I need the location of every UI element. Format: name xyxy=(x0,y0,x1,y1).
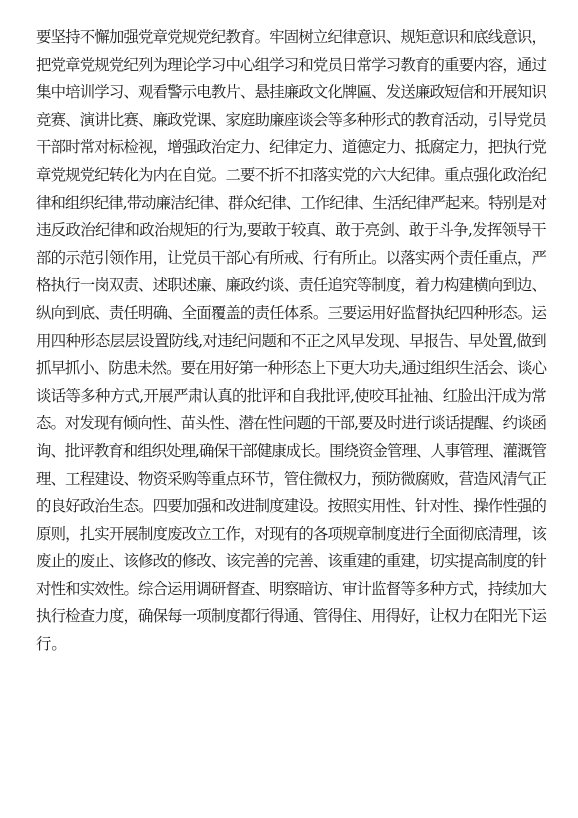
body-text xyxy=(36,24,546,659)
text-line: 部的示范引领作用，让党员干部心有所戒、行有所止。以落实两个责任重点，严 xyxy=(36,248,546,267)
text-line: 干部时常对标检视，增强政治定力、纪律定力、道德定力、抵腐定力，把执行党 xyxy=(36,138,546,157)
text-line: 违反政治纪律和政治规矩的行为,要敢于较真、敢于亮剑、敢于斗争,发挥领导干 xyxy=(36,221,546,240)
text-line: 格执行一岗双责、述职述廉、廉政约谈、责任追究等制度，着力构建横向到边、 xyxy=(36,276,546,295)
text-line: 把党章党规党纪列为理论学习中心组学习和党员日常学习教育的重要内容，通过 xyxy=(36,55,546,74)
text-line: 原则，扎实开展制度废改立工作，对现有的各项规章制度进行全面彻底清理，该 xyxy=(36,524,546,543)
text-line: 用四种形态层层设置防线,对违纪问题和不正之风早发现、早报告、早处置,做到 xyxy=(36,331,546,350)
text-line: 纵向到底、责任明确、全面覆盖的责任体系。三要运用好监督执纪四种形态。运 xyxy=(36,303,546,322)
text-line: 询、批评教育和组织处理,确保干部健康成长。围绕资金管理、人事管理、灌溉管 xyxy=(36,441,546,460)
text-line: 废止的废止、该修改的修改、该完善的完善、该重建的重建，切实提高制度的针 xyxy=(36,552,546,571)
text-line: 对性和实效性。综合运用调研督查、明察暗访、审计监督等多种方式，持续加大 xyxy=(36,579,546,598)
text-line: 谈话等多种方式,开展严肃认真的批评和自我批评,使咬耳扯袖、红脸出汗成为常 xyxy=(36,386,546,405)
text-line: 的良好政治生态。四要加强和改进制度建设。按照实用性、针对性、操作性强的 xyxy=(36,497,546,516)
text-line: 集中培训学习、观看警示电教片、悬挂廉政文化牌匾、发送廉政短信和开展知识 xyxy=(36,83,546,102)
text-line: 态。对发现有倾向性、苗头性、潜在性问题的干部,要及时进行谈话提醒、约谈函 xyxy=(36,414,546,433)
text-line-last: 行。 xyxy=(36,635,67,654)
text-line: 竞赛、演讲比赛、廉政党课、家庭助廉座谈会等多种形式的教育活动，引导党员 xyxy=(36,110,546,129)
text-line: 执行检查力度，确保每一项制度都行得通、管得住、用得好，让权力在阳光下运 xyxy=(36,607,546,626)
text-line: 律和组织纪律,带动廉洁纪律、群众纪律、工作纪律、生活纪律严起来。特别是对 xyxy=(36,193,546,212)
text-line: 抓早抓小、防患未然。要在用好第一种形态上下更大功夫,通过组织生活会、谈心 xyxy=(36,359,546,378)
text-line: 理、工程建设、物资采购等重点环节，管住微权力，预防微腐败，营造风清气正 xyxy=(36,469,546,488)
text-line: 章党规党纪转化为内在自觉。二要不折不扣落实党的六大纪律。重点强化政治纪 xyxy=(36,165,546,184)
text-line: 要坚持不懈加强党章党规党纪教育。牢固树立纪律意识、规矩意识和底线意识， xyxy=(36,28,546,46)
